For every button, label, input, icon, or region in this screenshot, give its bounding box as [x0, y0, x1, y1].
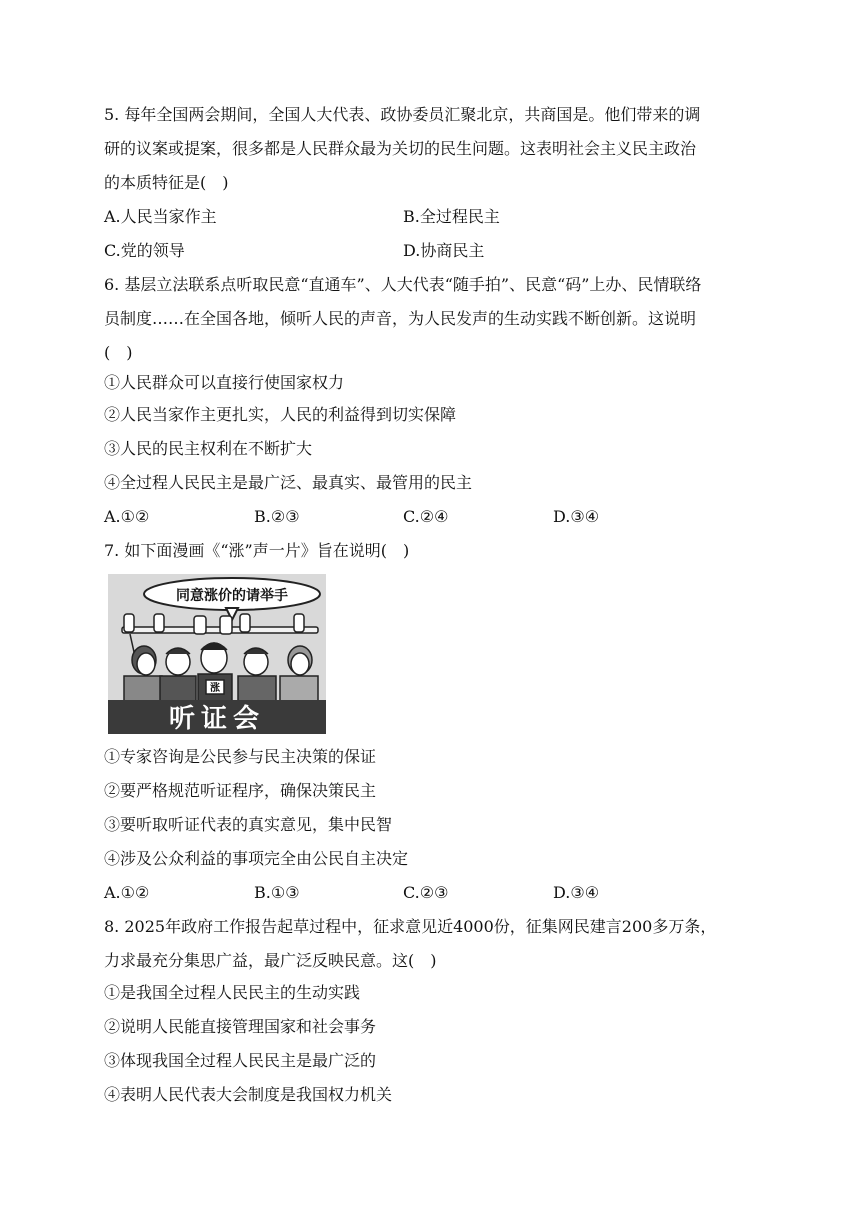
cartoon-badge-text: 涨	[210, 683, 220, 694]
q8-stem-line-1: 8. 2025年政府工作报告起草过程中，征求意见近4000份，征集网民建言200多万条，	[104, 917, 717, 936]
q5-option-b: B.全过程民主	[403, 207, 500, 226]
q8-statement-3: ③体现我国全过程人民民主是最广泛的	[104, 1051, 377, 1070]
q5-option-c: C.党的领导	[104, 241, 185, 260]
q7-statement-3: ③要听取听证代表的真实意见，集中民智	[104, 815, 393, 834]
q6-stem-line-3: ( )	[104, 343, 133, 362]
q8-statement-2: ②说明人民能直接管理国家和社会事务	[104, 1017, 377, 1036]
q7-option-a: A.①②	[104, 883, 150, 902]
q7-stem-line-1: 7. 如下面漫画《“涨”声一片》旨在说明( )	[104, 541, 410, 560]
q5-stem-line-1: 5. 每年全国两会期间，全国人大代表、政协委员汇聚北京，共商国是。他们带来的调	[104, 105, 701, 124]
q5-stem-line-2: 研的议案或提案，很多都是人民群众最为关切的民生问题。这表明社会主义民主政治	[104, 139, 697, 158]
q7-option-d: D.③④	[553, 883, 600, 902]
q8-statement-4: ④表明人民代表大会制度是我国权力机关	[104, 1085, 393, 1104]
q6-stem-line-2: 员制度……在全国各地，倾听人民的声音，为人民发声的生动实践不断创新。这说明	[104, 309, 697, 328]
q6-statement-2: ②人民当家作主更扎实，人民的利益得到切实保障	[104, 405, 457, 424]
q8-statement-1: ①是我国全过程人民民主的生动实践	[104, 983, 361, 1002]
q8-stem-line-2: 力求最充分集思广益，最广泛反映民意。这( )	[104, 951, 437, 970]
q5-stem-line-3: 的本质特征是( )	[104, 173, 229, 192]
q6-option-d: D.③④	[553, 507, 600, 526]
q7-option-b: B.①③	[254, 883, 300, 902]
q6-option-b: B.②③	[254, 507, 300, 526]
q6-option-c: C.②④	[403, 507, 449, 526]
q5-option-a: A.人民当家作主	[104, 207, 217, 226]
q7-statement-1: ①专家咨询是公民参与民主决策的保证	[104, 747, 377, 766]
q5-option-d: D.协商民主	[403, 241, 485, 260]
q7-option-c: C.②③	[403, 883, 449, 902]
cartoon-speech-text: 同意涨价的请举手	[176, 588, 288, 604]
q6-stem-line-1: 6. 基层立法联系点听取民意“直通车”、人大代表“随手拍”、民意“码”上办、民情联络	[104, 275, 702, 294]
q6-statement-3: ③人民的民主权利在不断扩大	[104, 439, 313, 458]
q7-statement-2: ②要严格规范听证程序，确保决策民主	[104, 781, 377, 800]
q7-statement-4: ④涉及公众利益的事项完全由公民自主决定	[104, 849, 409, 868]
q6-statement-4: ④全过程人民民主是最广泛、最真实、最管用的民主	[104, 473, 473, 492]
q6-statement-1: ①人民群众可以直接行使国家权力	[104, 373, 345, 392]
q6-option-a: A.①②	[104, 507, 150, 526]
cartoon-banner-text: 听证会	[168, 704, 266, 734]
hearing-cartoon-image	[108, 574, 326, 734]
